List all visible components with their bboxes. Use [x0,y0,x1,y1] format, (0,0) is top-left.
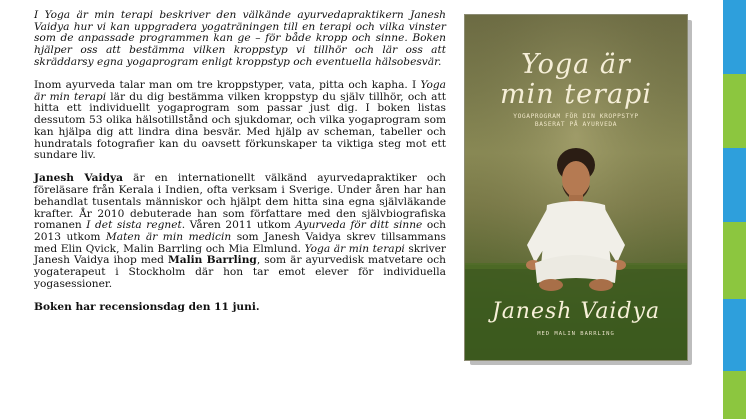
stripe-segment-blue [723,299,746,371]
cover-author: Janesh Vaidya [491,299,661,324]
decorative-color-stripe [723,0,746,419]
book-title-ref: Ayurveda för ditt sinne [295,219,423,232]
text-run: skriver Janesh Vaidya ihop med [34,242,446,267]
book-cover [464,14,688,361]
text-run: lär du dig bestämma vilken kroppstyp du själv tillhör, och att hitta ett individuellt yogaprogram som passar just dig. I boken listas dessutom 53 olika hälsotillstånd och sjukdomar, och vilka yogaprogram som kan hjälpa dig att lindra dina besvär. Med hjälp av scheman, tabeller och hundratals fotografier kan du oavsett förkunskaper ta viktiga steg mot ett sundare liv. [34,90,446,162]
cover-coauthor: MED MALIN BARRLING [537,331,615,337]
cover-title-line2: min terapi [500,79,652,110]
review-date: Boken har recensionsdag den 11 juni. [34,300,260,313]
stripe-segment-green [723,371,746,419]
text-run: är en internationellt välkänd ayurvedapraktiker och föreläsare från Kerala i Indien, ofta verksam i Sverige. Under åren har han behandlat tusentals människor och hjälpt dem hitta sina egna självläkande krafter. År 2010 debuterade han som författare med den självbiografiska romanen [34,172,446,232]
stripe-segment-blue [723,148,746,222]
stripe-segment-blue [723,0,746,74]
cover-subtitle-line1: YOGAPROGRAM FÖR DIN KROPPSTYP [513,113,639,120]
book-title-ref: I det sista regnet [86,219,182,232]
book-cover-image [464,14,688,362]
cover-subtitle-line2: BASERAT PÅ AYURVEDA [534,121,618,128]
text-run: , som är ayurvedisk matvetare och yogaterapeut i Stockholm där hon tar emot elever för individuella yogasessioner. [34,254,446,290]
book-title-ref: Yoga är min terapi [304,242,405,255]
author-name: Janesh Vaidya [34,172,123,185]
stripe-segment-green [723,222,746,299]
text-run: som Janesh Vaidya skrev tillsammans med Elin Qvick, Malin Barrling och Mia Elmlund. [34,230,446,255]
article-text [34,10,446,325]
cover-title-line1: Yoga är [521,49,631,80]
book-title-ref: Maten är min medicin [105,230,232,243]
lead-paragraph: I Yoga är min terapi beskriver den välkände ayurvedapraktikern Janesh Vaidya hur vi kan uppgradera yogaträningen till en terapi och vilka vinster som de anpassade programmen kan ge – för både kropp och sinne. Boken hjälper oss att bestämma vilken kroppstyp vi tillhör och lär oss att skräddarsy egna yogaprogram enligt kroppstyp och eventuella hälsobesvär. [34,9,446,68]
coauthor-name: Malin Barrling [167,254,257,267]
body-paragraph-author [34,173,446,290]
text-run: och 2013 utkom [34,219,446,243]
text-run: . Våren 2011 utkom [181,219,296,232]
stripe-segment-green [723,74,746,148]
cover-subtitle [495,113,657,129]
body-paragraph-body-types [34,80,446,162]
text-run: Inom ayurveda talar man om tre kroppstyper, vata, pitta och kapha. I [34,79,421,92]
book-title-ref: Yoga är min terapi [34,79,446,103]
